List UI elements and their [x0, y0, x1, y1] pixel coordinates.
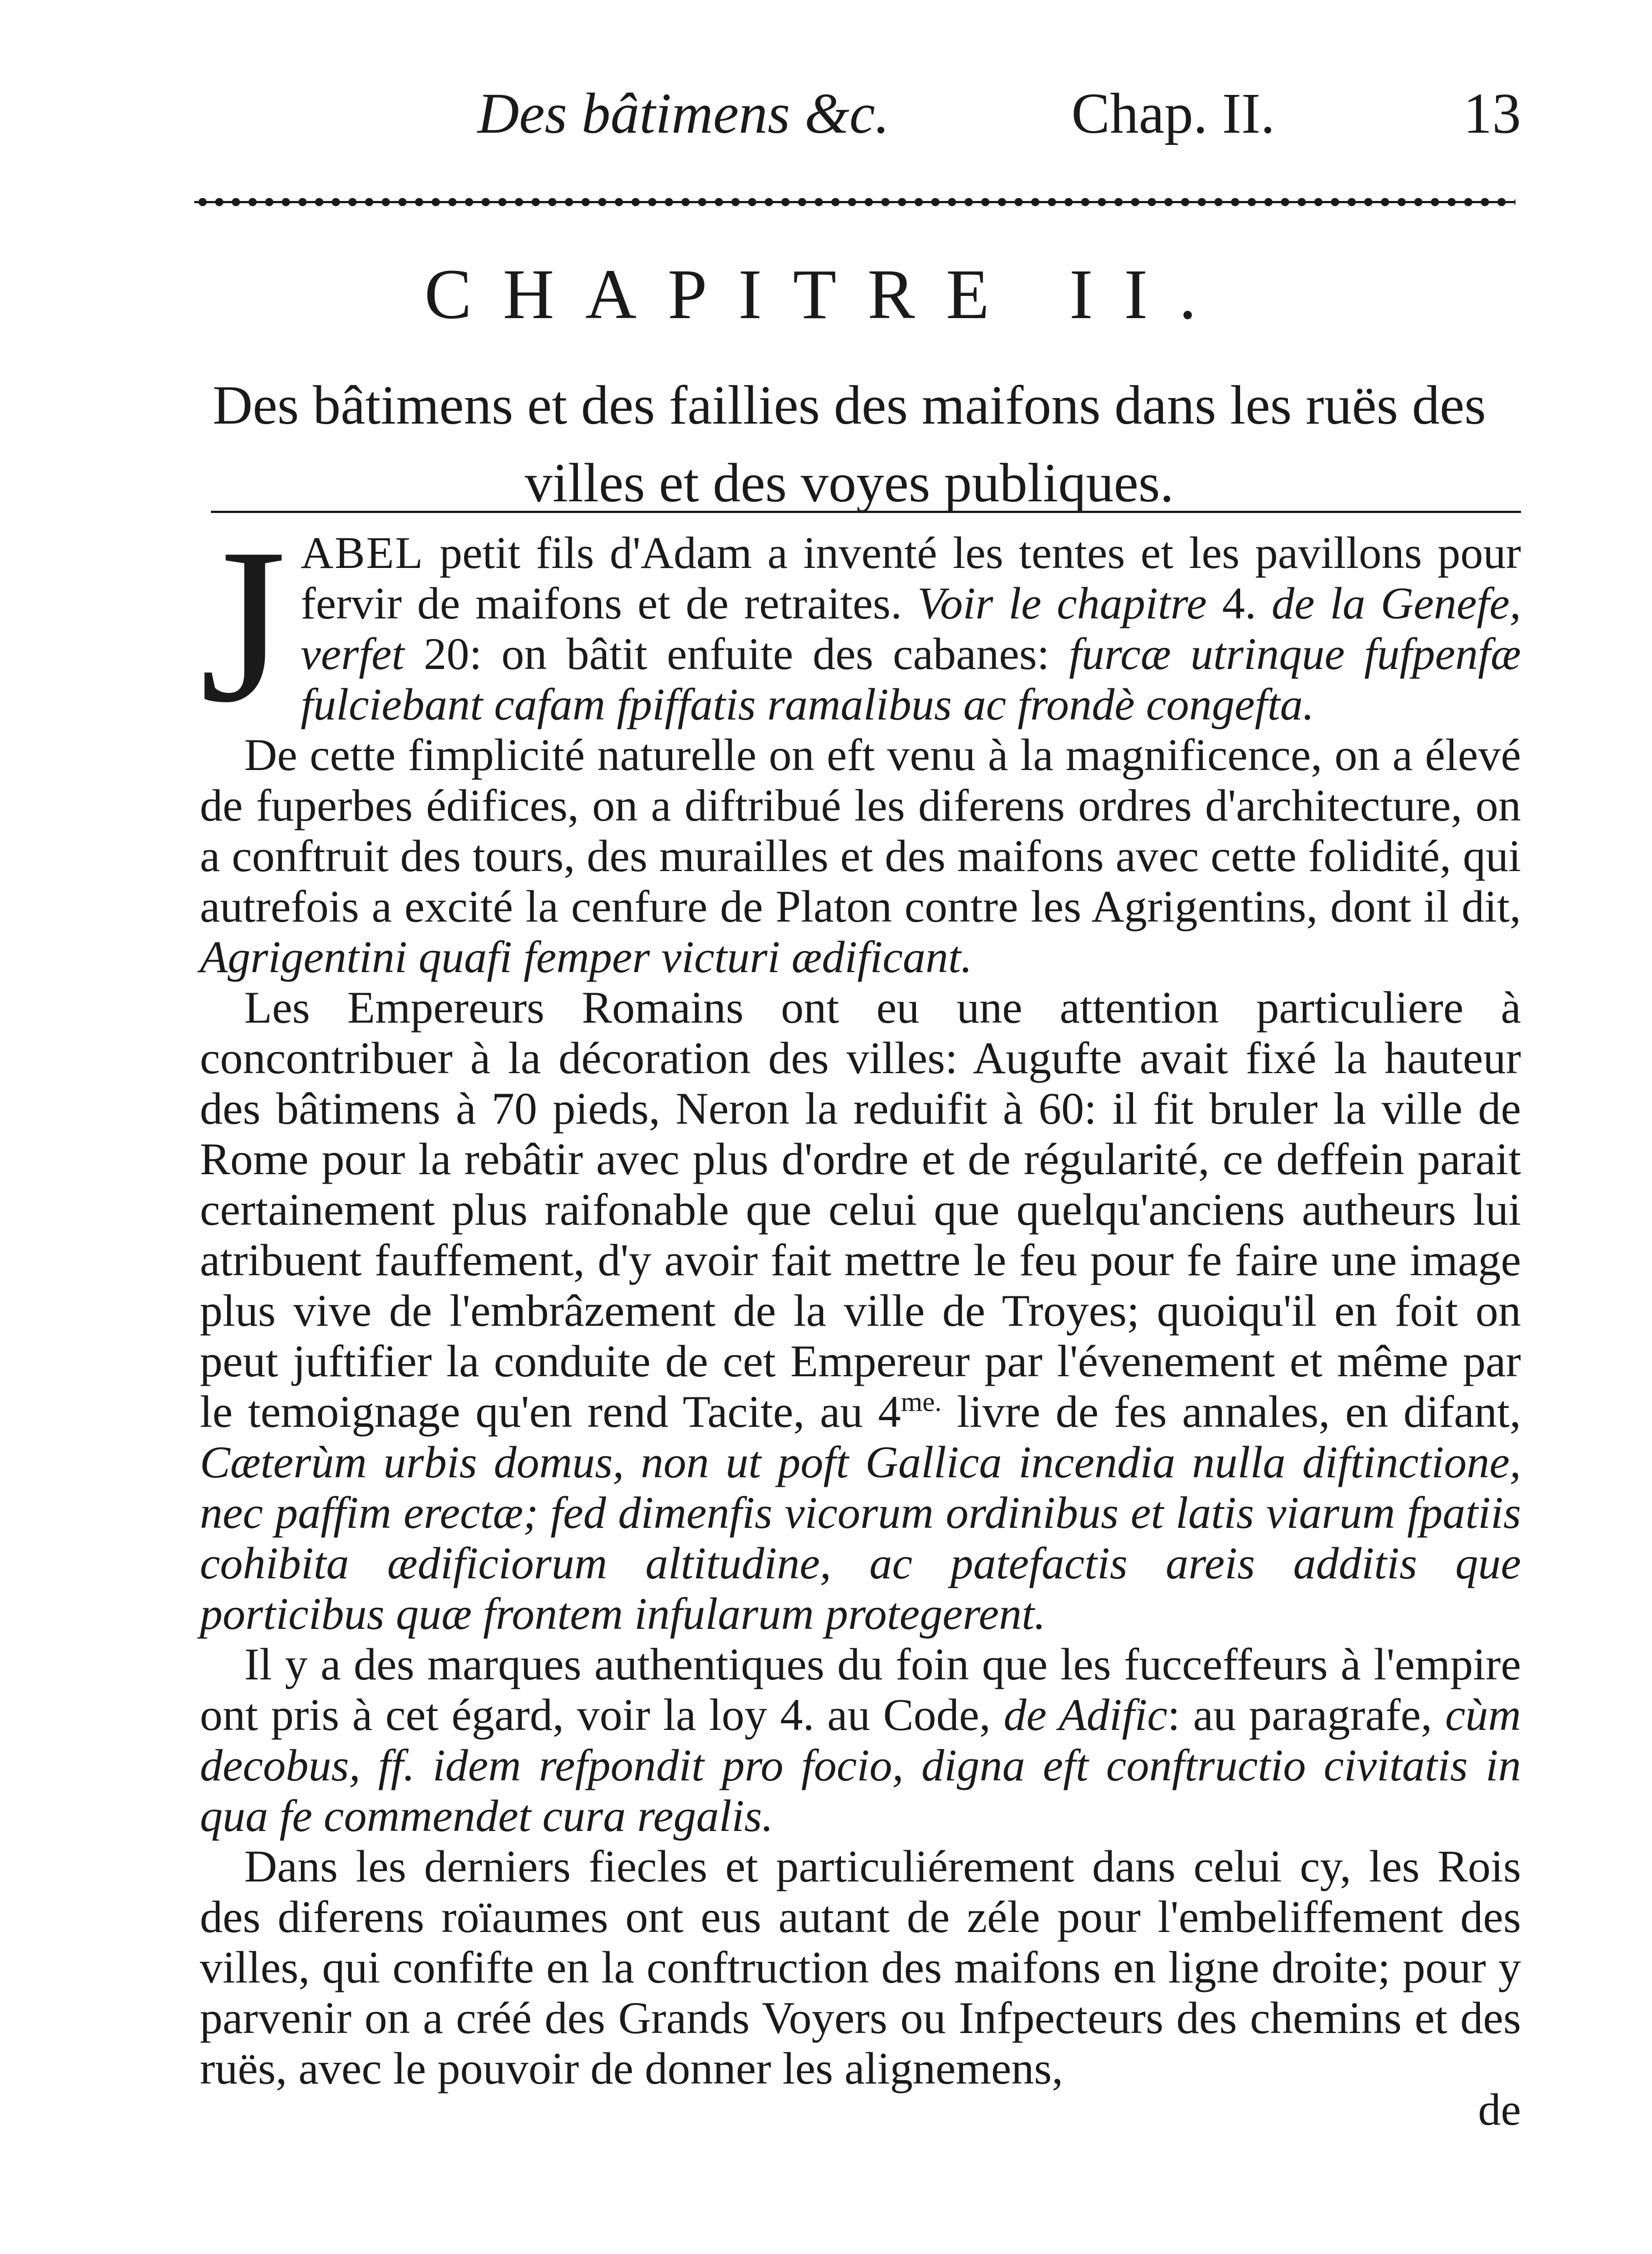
body-text [200, 502, 1521, 2094]
running-title: Des bâtimens &c. [477, 82, 890, 145]
heading-rule [211, 511, 1521, 513]
italic-run: Cæterùm urbis domus, non ut poft Gallica incendia nulla diftinctione, nec paffim erectæ; fed dimenfis vicorum ordinibus et latis viarum fpatiis cohibita ædificiorum altitudine, ac patefactis areis additis que porticibus quæ frontem infularum protegerent. [200, 1437, 1521, 1639]
text-run: 20: on bâtit enfuite des cabanes: [404, 628, 1069, 679]
lead-caps: ABEL [300, 527, 424, 578]
text-run: petit fils d'Adam a inventé les tentes et les pavillons pour fervir de maifons et de retraites. [300, 527, 1521, 628]
text-run: De cette fimplicité naturelle on eft venu à la magnificence, on a élevé de fuperbes édifices, on a diftribué les diferens ordres d'architecture, on a conftruit des tours, des murailles et des maifons avec cette folidité, qui autrefois a excité la cenfure de Platon contre les Agrigentins, dont il dit, [200, 729, 1521, 932]
chapter-heading: CHAPITRE II. [424, 255, 1228, 334]
paragraph-5 [200, 1841, 1521, 2094]
text-run: Il y a des marques authentiques du foin que les fucceffeurs à l'empire ont pris à cet égard, voir la loy 4. au Code, [200, 1639, 1521, 1740]
paragraph-4 [200, 1639, 1521, 1841]
page-number: 13 [1463, 82, 1521, 145]
text-run: : au paragrafe, [1167, 1689, 1445, 1740]
text-run: 4. [1206, 578, 1272, 628]
italic-run: Voir le chapitre [917, 578, 1207, 628]
catchword: de [1478, 2084, 1521, 2135]
paragraph-3 [200, 982, 1521, 1639]
paragraph-1 [200, 502, 1521, 748]
italic-run: cùm decobus, ff. idem refpondit pro focio, digna eft conftructio civitatis in qua fe commendet cura regalis. [200, 1689, 1521, 1841]
chapter-reference: Chap. II. [1071, 82, 1275, 145]
drop-cap: J [200, 502, 286, 748]
text-run: Dans les derniers fiecles et particuliérement dans celui cy, les Rois des diferens roïaumes ont eus autant de zéle pour l'embeliffement des villes, qui confifte en la conftruction des maifons en ligne droite; pour y parvenir on a créé des Grands Voyers ou Infpecteurs des chemins et des ruës, avec le pouvoir de donner les alignemens, [200, 1841, 1521, 2094]
italic-run: Agrigentini quafi femper victuri ædificant. [200, 932, 973, 982]
paragraph-2 [200, 729, 1521, 982]
italic-run: furcæ utrinque fufpenfæ fulciebant cafam fpiffatis ramalibus ac frondè congefta. [300, 628, 1521, 729]
italic-run: de la Genefe, verfet [300, 578, 1521, 679]
ornamental-band [194, 194, 1515, 210]
text-run: Les Empereurs Romains ont eu une attention particuliere à concontribuer à la décoration des villes: Augufte avait fixé la hauteur des bâtimens à 70 pieds, Neron la reduifit à 60: il fit bruler la ville de Rome pour la rebâtir avec plus d'ordre et de régularité, ce deffein parait certainement plus raifonable que celui que quelqu'anciens autheurs lui atribuent fauffement, d'y avoir fait mettre le feu pour fe faire une image plus vive de l'embrâzement de la ville de Troyes; quoiqu'il en foit on peut juftifier la conduite de cet Empereur par l'évenement et même par le temoignage qu'en rend Tacite, au 4 [200, 982, 1521, 1437]
superscript: me. [900, 1386, 942, 1417]
running-header [477, 78, 1521, 150]
chapter-subtitle: Des bâtimens et des faillies des maifons dans les ruës des villes et des voyes publiques. [213, 374, 1486, 514]
italic-run: de Adific [1003, 1689, 1168, 1740]
text-run: livre de fes annales, en difant, [941, 1386, 1521, 1437]
